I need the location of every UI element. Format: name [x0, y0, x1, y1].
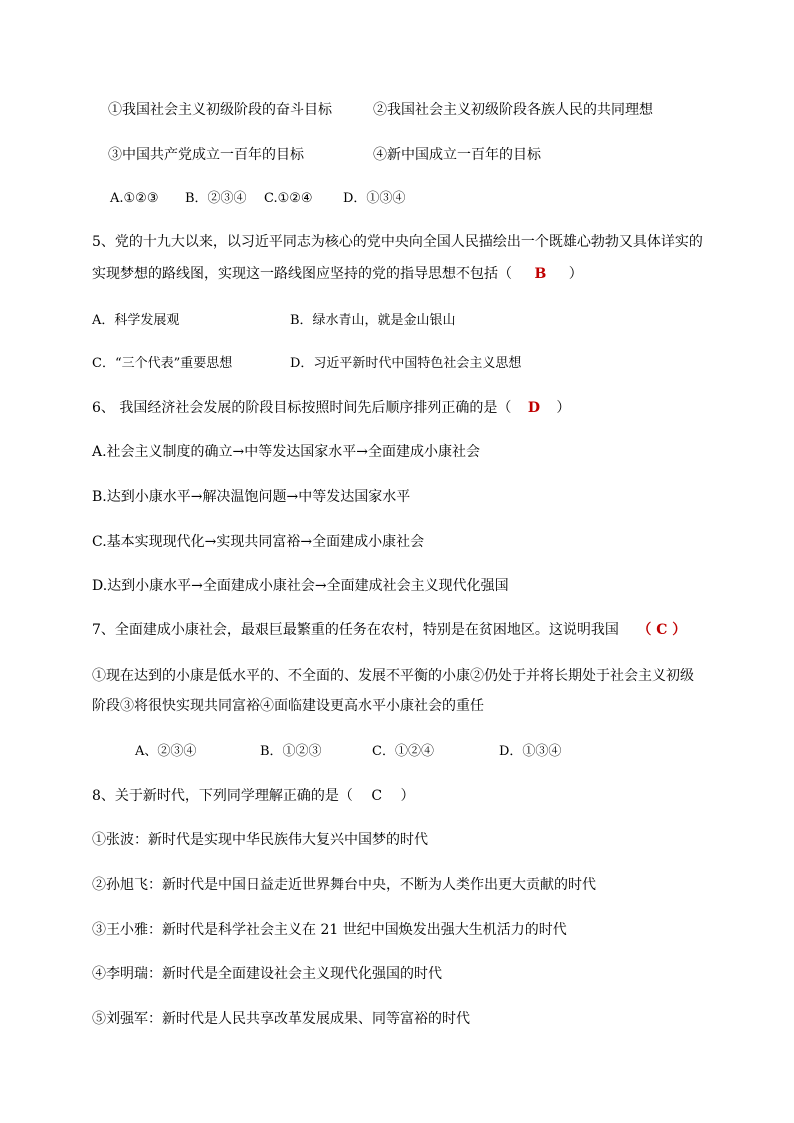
q8-item-4: ④李明瑞：新时代是全面建设社会主义现代化强国的时代 [92, 966, 442, 982]
q6-stem-text: 6、 我国经济社会发展的阶段目标按照时间先后顺序排列正确的是（ [92, 400, 512, 416]
q4-option-d: D．①③④ [343, 191, 406, 206]
q8-stem-close: ） [400, 788, 415, 804]
q8-stem-text: 8、关于新时代，下列同学理解正确的是（ [92, 788, 353, 804]
q5-option-d: D．习近平新时代中国特色社会主义思想 [290, 356, 522, 371]
q5-option-a: A．科学发展观 [92, 313, 180, 328]
q5-stem-close: ） [568, 266, 583, 282]
q8-item-5: ⑤刘强军：新时代是人民共享改革发展成果、同等富裕的时代 [92, 1011, 470, 1027]
q5-stem-text: 实现梦想的路线图，实现这一路线图应坚持的党的指导思想不包括（ [92, 266, 512, 282]
q8-item-2: ②孙旭飞：新时代是中国日益走近世界舞台中央，不断为人类作出更大贡献的时代 [92, 877, 596, 893]
q7-items-line2: 阶段③将很快实现共同富裕④面临建设更高水平小康社会的重任 [92, 698, 484, 714]
q5-stem-line2 [92, 264, 583, 284]
q5-option-b: B．绿水青山，就是金山银山 [290, 313, 456, 328]
q6-stem [92, 398, 570, 418]
q4-item-2: ②我国社会主义初级阶段各族人民的共同理想 [373, 102, 653, 118]
q4-option-c: C.①②④ [264, 191, 313, 206]
q7-option-c: C．①②④ [372, 744, 434, 759]
q7-option-a: A、②③④ [135, 744, 197, 759]
q4-item-3: ③中国共产党成立一百年的目标 [108, 147, 304, 163]
q6-stem-close: ） [556, 400, 571, 416]
q7-answer: （ C ） [637, 622, 687, 638]
q5-stem-line1: 5、党的十九大以来，以习近平同志为核心的党中央向全国人民描绘出一个既雄心勃勃又具体详实的 [92, 234, 703, 250]
q8-item-3: ③王小雅：新时代是科学社会主义在 21 世纪中国焕发出强大生机活力的时代 [92, 922, 567, 938]
q7-option-b: B．①②③ [260, 744, 322, 759]
q7-stem-text: 7、全面建成小康社会，最艰巨最繁重的任务在农村，特别是在贫困地区。这说明我国 [92, 622, 619, 638]
q5-option-c: C．“三个代表”重要思想 [92, 356, 233, 371]
q5-answer: B [534, 266, 547, 282]
q7-option-d: D．①③④ [499, 744, 562, 759]
q8-answer: C [371, 788, 383, 804]
q4-option-a: A.①②③ [110, 191, 159, 206]
q6-answer: D [527, 400, 540, 416]
q8-stem [92, 786, 415, 806]
q7-stem [92, 620, 686, 640]
q4-item-4: ④新中国成立一百年的目标 [373, 147, 541, 163]
q6-option-c: C.基本实现现代化→实现共同富裕→全面建成小康社会 [92, 534, 425, 550]
q4-option-b: B．②③④ [185, 191, 247, 206]
q7-items-line1: ①现在达到的小康是低水平的、不全面的、发展不平衡的小康②仍处于并将长期处于社会主义初级 [92, 668, 694, 684]
q6-option-b: B.达到小康水平→解决温饱问题→中等发达国家水平 [92, 489, 411, 505]
q6-option-d: D.达到小康水平→全面建成小康社会→全面建成社会主义现代化强国 [92, 578, 509, 594]
q6-option-a: A.社会主义制度的确立→中等发达国家水平→全面建成小康社会 [92, 444, 481, 460]
q4-item-1: ①我国社会主义初级阶段的奋斗目标 [108, 102, 332, 118]
q8-item-1: ①张波：新时代是实现中华民族伟大复兴中国梦的时代 [92, 832, 428, 848]
